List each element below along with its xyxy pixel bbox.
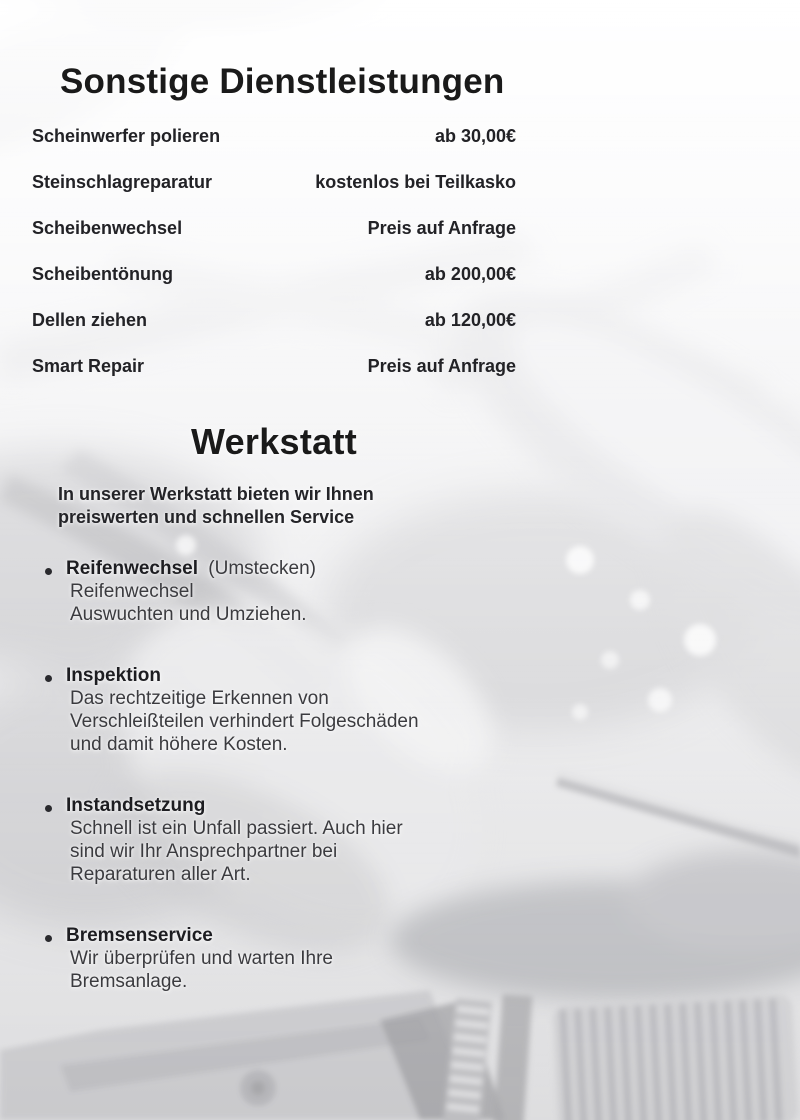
bullet-term-line <box>66 664 502 687</box>
price-row <box>32 172 516 192</box>
page-title-workshop: Werkstatt <box>190 421 358 462</box>
bullet-text-line: Wir überprüfen und warten Ihre <box>70 948 333 969</box>
service-label: Smart Repair <box>32 356 145 376</box>
bullet-icon <box>45 568 52 575</box>
price-row <box>32 310 516 330</box>
bullet-icon <box>45 805 52 812</box>
list-item-bremsenservice <box>32 924 502 993</box>
bullet-term: Inspektion <box>66 665 162 686</box>
bullet-term-line <box>66 794 502 817</box>
workshop-bullet-list <box>32 557 502 1031</box>
bullet-text-line: Schnell ist ein Unfall passiert. Auch hier <box>70 818 403 839</box>
price-row <box>32 218 516 238</box>
bullet-term-line <box>66 924 502 947</box>
bullet-text-line: und damit höhere Kosten. <box>70 734 288 755</box>
workshop-intro-line: preiswerten und schnellen Service <box>58 507 355 527</box>
price-row <box>32 264 516 284</box>
service-label: Steinschlagreparatur <box>32 172 213 192</box>
service-price: kostenlos bei Teilkasko <box>315 172 516 192</box>
bullet-text-line: Auswuchten und Umziehen. <box>70 604 307 625</box>
service-label: Dellen ziehen <box>32 310 148 330</box>
price-row <box>32 126 516 146</box>
service-label: Scheibentönung <box>32 264 173 284</box>
bullet-term-line <box>66 557 502 580</box>
bullet-icon <box>45 675 52 682</box>
bullet-term-note: (Umstecken) <box>208 558 316 579</box>
bullet-text-line: Reparaturen aller Art. <box>70 864 251 885</box>
list-item-reifenwechsel <box>32 557 502 626</box>
bullet-text-line: Verschleißteilen verhindert Folgeschäden <box>70 711 419 732</box>
bullet-term: Instandsetzung <box>66 795 206 816</box>
service-price: Preis auf Anfrage <box>367 356 516 376</box>
bullet-text-line: Bremsanlage. <box>70 971 188 992</box>
list-item-instandsetzung <box>32 794 502 886</box>
bullet-text-line: sind wir Ihr Ansprechpartner bei <box>70 841 338 862</box>
bullet-text-line: Reifenwechsel <box>70 581 194 602</box>
bullet-term: Reifenwechsel <box>66 558 198 579</box>
service-label: Scheinwerfer polieren <box>32 126 221 146</box>
workshop-intro <box>58 483 374 529</box>
page-title-services: Sonstige Dienstleistungen <box>60 62 505 101</box>
service-label: Scheibenwechsel <box>32 218 183 238</box>
services-price-table <box>32 126 516 402</box>
price-row <box>32 356 516 376</box>
bullet-text-line: Das rechtzeitige Erkennen von <box>70 688 329 709</box>
bullet-icon <box>45 935 52 942</box>
service-price: ab 200,00€ <box>424 264 516 284</box>
list-item-inspektion <box>32 664 502 756</box>
bullet-term: Bremsenservice <box>66 925 213 946</box>
workshop-intro-line: In unserer Werkstatt bieten wir Ihnen <box>58 484 374 504</box>
service-price: ab 30,00€ <box>434 126 516 146</box>
service-price: Preis auf Anfrage <box>367 218 516 238</box>
service-price: ab 120,00€ <box>424 310 516 330</box>
